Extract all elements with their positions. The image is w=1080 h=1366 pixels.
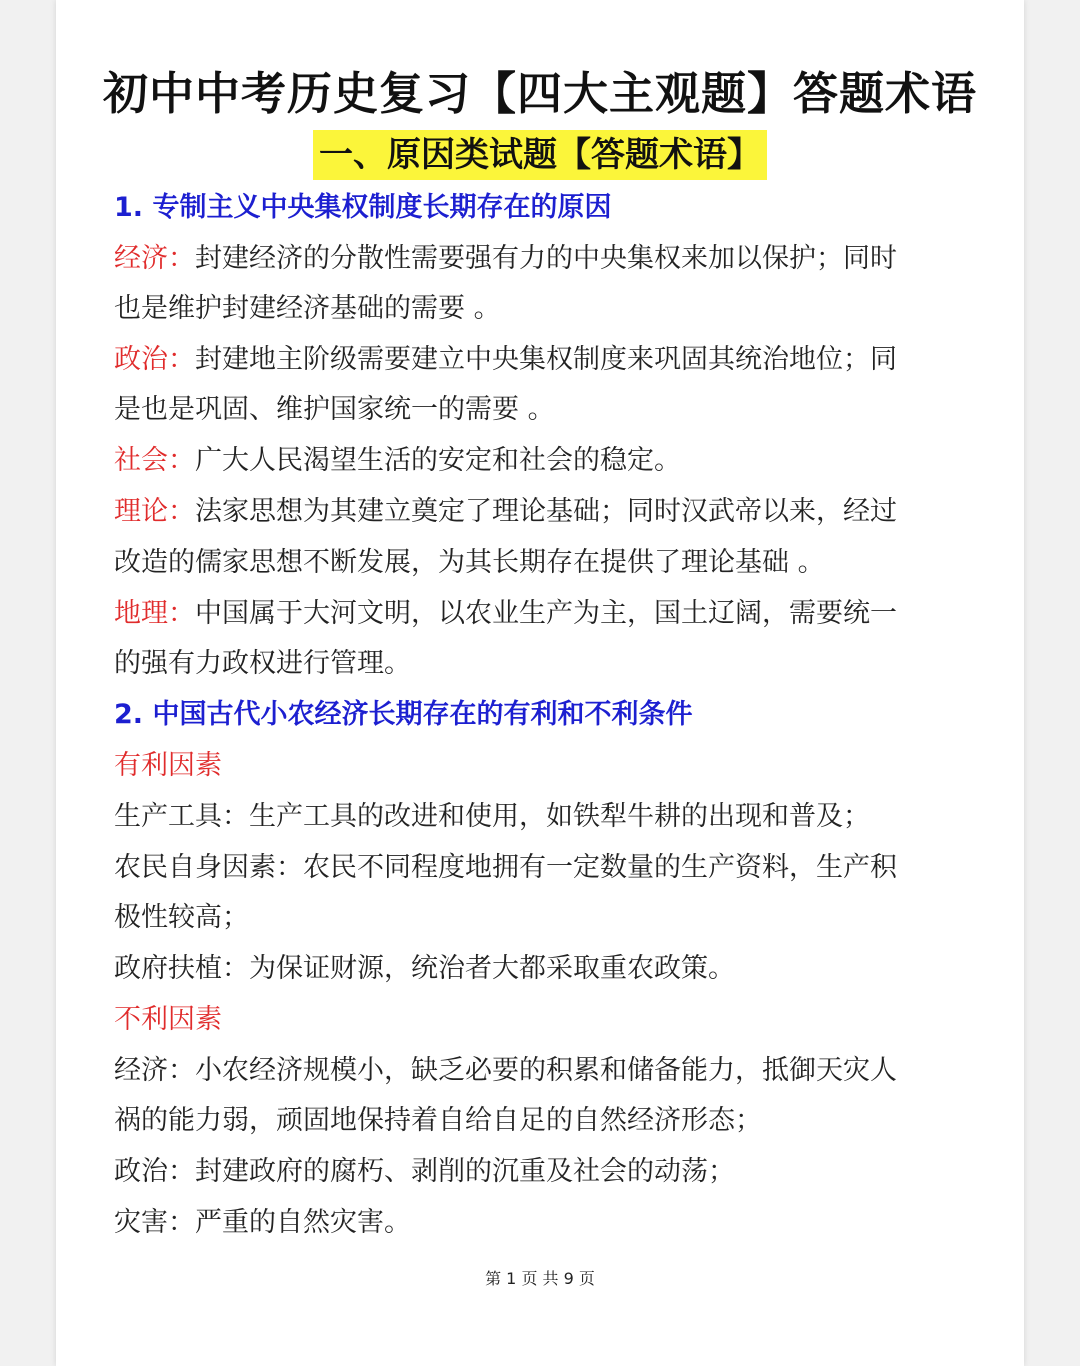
q1-theory-text: 法家思想为其建立奠定了理论基础；同时汉武帝以来，经过	[195, 496, 897, 527]
q1-economy-text: 封建经济的分散性需要强有力的中央集权来加以保护；同时	[195, 243, 897, 274]
q1-economy-cont: 也是维护封建经济基础的需要 。	[114, 293, 501, 324]
favorable-factors-label: 有利因素	[114, 750, 222, 781]
section-title-wrap	[56, 130, 1024, 180]
q1-politics-line	[114, 342, 974, 378]
q1-politics-cont: 是也是巩固、维护国家统一的需要 。	[114, 394, 555, 425]
q1-economy-label: 经济：	[114, 243, 195, 274]
page-title: 初中中考历史复习【四大主观题】答题术语	[102, 67, 977, 120]
section-title: 一、原因类试题【答题术语】	[313, 130, 767, 180]
unfavorable-line-2: 祸的能力弱，顽固地保持着自给自足的自然经济形态；	[114, 1105, 762, 1136]
q1-theory-line	[114, 494, 974, 530]
q1-society-text: 广大人民渴望生活的安定和社会的稳定。	[195, 445, 681, 476]
q1-geography-cont: 的强有力政权进行管理。	[114, 648, 411, 679]
document-page	[56, 0, 1024, 1366]
q1-theory-cont: 改造的儒家思想不断发展，为其长期存在提供了理论基础 。	[114, 547, 825, 578]
q1-economy-line	[114, 241, 974, 277]
q1-geography-text: 中国属于大河文明，以农业生产为主，国土辽阔，需要统一	[195, 598, 897, 629]
unfavorable-line-4: 灾害：严重的自然灾害。	[114, 1207, 411, 1238]
unfavorable-line-1: 经济：小农经济规模小，缺乏必要的积累和储备能力，抵御天灾人	[114, 1055, 897, 1086]
unfavorable-line-3: 政治：封建政府的腐朽、剥削的沉重及社会的动荡；	[114, 1156, 735, 1187]
question-2-heading: 2. 中国古代小农经济长期存在的有利和不利条件	[114, 699, 693, 730]
favorable-line-4: 政府扶植：为保证财源，统治者大都采取重农政策。	[114, 953, 735, 984]
q1-society-label: 社会：	[114, 445, 195, 476]
q1-theory-label: 理论：	[114, 496, 195, 527]
favorable-line-2: 农民自身因素：农民不同程度地拥有一定数量的生产资料，生产积	[114, 852, 897, 883]
page-number-footer: 第 1 页 共 9 页	[485, 1269, 595, 1288]
q1-politics-text: 封建地主阶级需要建立中央集权制度来巩固其统治地位；同	[195, 344, 897, 375]
q1-geography-label: 地理：	[114, 598, 195, 629]
q1-society-line	[114, 443, 974, 479]
favorable-line-1: 生产工具：生产工具的改进和使用，如铁犁牛耕的出现和普及；	[114, 801, 870, 832]
unfavorable-factors-label: 不利因素	[114, 1004, 222, 1035]
question-1-heading: 1. 专制主义中央集权制度长期存在的原因	[114, 192, 612, 223]
q1-geography-line	[114, 596, 974, 632]
favorable-line-3: 极性较高；	[114, 902, 249, 933]
q1-politics-label: 政治：	[114, 344, 195, 375]
